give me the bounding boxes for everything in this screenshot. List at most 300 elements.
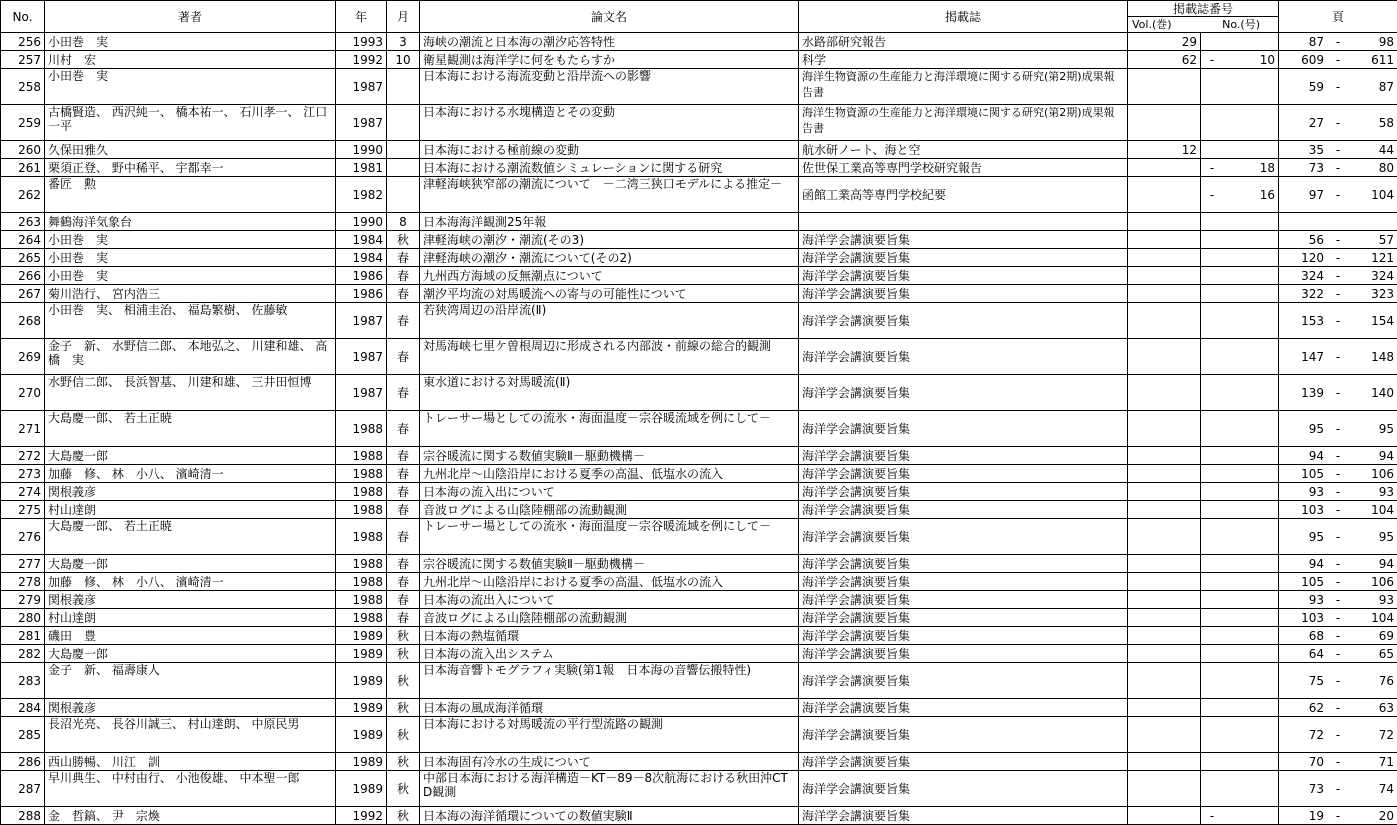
page-start: 139 [1301,385,1325,400]
cell-pages [1279,267,1397,285]
cell-month: 春 [387,303,420,339]
page-dash: - [1335,574,1341,589]
num-value: 16 [1259,187,1276,202]
cell-month: 春 [387,249,420,267]
cell-num [1201,627,1279,645]
cell-title: 衛星観測は海洋学に何をもたらすか [420,51,799,69]
cell-no: 278 [1,573,45,591]
table-row [1,231,1397,249]
page-dash: - [1335,313,1341,328]
cell-month: 春 [387,267,420,285]
cell-vol [1128,231,1201,249]
cell-pages [1279,609,1397,627]
cell-num [1201,555,1279,573]
cell-year: 1988 [336,483,387,501]
cell-vol: 62 [1128,51,1201,69]
cell-vol [1128,501,1201,519]
cell-author: 大島慶一郎、 若土正暁 [45,411,336,447]
cell-title: 日本海における対馬暖流の平行型流路の観測 [420,717,799,753]
cell-journal: 水路部研究報告 [799,33,1128,51]
cell-num [1201,303,1279,339]
cell-no: 273 [1,465,45,483]
cell-pages [1279,447,1397,465]
cell-author: 村山達朗 [45,609,336,627]
cell-year: 1989 [336,699,387,717]
cell-journal: 海洋学会講演要旨集 [799,501,1128,519]
page-dash: - [1335,466,1341,481]
cell-title: 日本海音響トモグラフィ実験(第1報 日本海の音響伝搬特性) [420,663,799,699]
cell-author: 長沼光亮、 長谷川誠三、 村山達朗、 中原民男 [45,717,336,753]
cell-year: 1988 [336,555,387,573]
cell-title: 潮汐平均流の対馬暖流への寄与の可能性について [420,285,799,303]
cell-vol: 12 [1128,141,1201,159]
header-title: 論文名 [420,1,799,33]
cell-title: 九州西方海域の反無潮点について [420,267,799,285]
cell-num [1201,411,1279,447]
cell-journal: 海洋学会講演要旨集 [799,267,1128,285]
cell-pages [1279,483,1397,501]
cell-author: 大島慶一郎 [45,645,336,663]
cell-journal: 海洋学会講演要旨集 [799,339,1128,375]
cell-no: 270 [1,375,45,411]
cell-year: 1989 [336,627,387,645]
cell-month: 春 [387,519,420,555]
page-dash: - [1335,142,1341,157]
cell-year: 1988 [336,573,387,591]
header-issue-group: 掲載誌番号 [1128,1,1279,17]
cell-year: 1989 [336,717,387,753]
cell-author: 久保田雅久 [45,141,336,159]
page-dash: - [1335,187,1341,202]
page-end: 93 [1378,484,1395,499]
cell-no: 260 [1,141,45,159]
cell-pages [1279,519,1397,555]
cell-vol [1128,465,1201,483]
cell-journal: 航水研ノート、海と空 [799,141,1128,159]
cell-pages [1279,249,1397,267]
cell-no: 279 [1,591,45,609]
table-row [1,573,1397,591]
page-end: 154 [1371,313,1395,328]
cell-num [1201,573,1279,591]
page-dash: - [1335,232,1341,247]
cell-journal: 海洋学会講演要旨集 [799,555,1128,573]
cell-num [1201,69,1279,105]
cell-num [1201,177,1279,213]
page-dash: - [1335,484,1341,499]
cell-pages [1279,339,1397,375]
page-end: 87 [1378,79,1395,94]
cell-year: 1990 [336,141,387,159]
cell-author: 小田巻 実 [45,33,336,51]
cell-title: トレーサー場としての流氷・海面温度－宗谷暖流域を例にして－ [420,411,799,447]
cell-no: 266 [1,267,45,285]
cell-num [1201,771,1279,807]
cell-author: 水野信二郎、 長浜智基、 川建和雄、 三井田恒博 [45,375,336,411]
page-start: 103 [1301,502,1325,517]
page-start: 95 [1308,529,1325,544]
cell-journal [799,213,1128,231]
table-row [1,375,1397,411]
cell-pages [1279,627,1397,645]
cell-no: 283 [1,663,45,699]
cell-author: 川村 宏 [45,51,336,69]
cell-vol [1128,483,1201,501]
table-row [1,609,1397,627]
cell-vol [1128,519,1201,555]
cell-vol [1128,663,1201,699]
page-start: 73 [1308,781,1325,796]
page-end: 20 [1378,808,1395,823]
page-start: 153 [1301,313,1325,328]
cell-journal: 佐世保工業高等専門学校研究報告 [799,159,1128,177]
cell-year: 1986 [336,285,387,303]
cell-pages [1279,465,1397,483]
page-end: 80 [1378,160,1395,175]
cell-num [1201,717,1279,753]
cell-journal: 海洋学会講演要旨集 [799,303,1128,339]
cell-pages [1279,411,1397,447]
cell-month: 秋 [387,627,420,645]
cell-year: 1988 [336,501,387,519]
cell-pages [1279,753,1397,771]
num-dash: - [1209,52,1215,67]
cell-num [1201,609,1279,627]
cell-title: 日本海の海洋循環についての数値実験Ⅱ [420,807,799,825]
page-start: 147 [1301,349,1325,364]
page-start: 322 [1301,286,1325,301]
cell-no: 269 [1,339,45,375]
page-end: 98 [1378,34,1395,49]
table-row [1,33,1397,51]
cell-vol [1128,573,1201,591]
cell-author: 大島慶一郎、 若土正暁 [45,519,336,555]
page-start: 64 [1308,646,1325,661]
table-row [1,627,1397,645]
page-start: 93 [1308,592,1325,607]
cell-month: 秋 [387,663,420,699]
page-dash: - [1335,250,1341,265]
cell-no: 287 [1,771,45,807]
page-dash: - [1335,349,1341,364]
page-start: 94 [1308,448,1325,463]
cell-vol [1128,375,1201,411]
table-row [1,177,1397,213]
cell-vol [1128,177,1201,213]
cell-pages [1279,573,1397,591]
table-row [1,807,1397,825]
cell-year: 1988 [336,465,387,483]
page-end: 94 [1378,556,1395,571]
page-dash: - [1335,646,1341,661]
page-dash: - [1335,385,1341,400]
header-journal: 掲載誌 [799,1,1128,33]
cell-month: 8 [387,213,420,231]
page-start: 68 [1308,628,1325,643]
page-end: 106 [1371,574,1395,589]
page-end: 121 [1371,250,1395,265]
cell-journal: 海洋学会講演要旨集 [799,249,1128,267]
cell-vol [1128,69,1201,105]
cell-no: 288 [1,807,45,825]
table-row [1,555,1397,573]
page-end: 95 [1378,529,1395,544]
page-end: 74 [1378,781,1395,796]
page-dash: - [1335,421,1341,436]
cell-pages [1279,213,1397,231]
cell-author: 関根義彦 [45,591,336,609]
cell-month: 春 [387,411,420,447]
page-dash: - [1335,808,1341,823]
cell-year: 1988 [336,519,387,555]
cell-no: 259 [1,105,45,141]
cell-year: 1988 [336,411,387,447]
page-start: 609 [1301,52,1325,67]
cell-pages [1279,105,1397,141]
cell-journal: 科学 [799,51,1128,69]
header-year: 年 [336,1,387,33]
cell-no: 271 [1,411,45,447]
cell-month: 春 [387,285,420,303]
cell-num [1201,699,1279,717]
cell-journal: 海洋学会講演要旨集 [799,483,1128,501]
cell-author: 栗須正登、 野中稀平、 宇都幸一 [45,159,336,177]
page-end: 323 [1371,286,1395,301]
cell-month: 春 [387,555,420,573]
cell-no: 267 [1,285,45,303]
page-start: 105 [1301,574,1325,589]
page-dash: - [1335,700,1341,715]
cell-num [1201,447,1279,465]
cell-journal: 海洋学会講演要旨集 [799,375,1128,411]
cell-no: 281 [1,627,45,645]
cell-year: 1989 [336,663,387,699]
cell-title: 日本海海洋観測25年報 [420,213,799,231]
header-pages: 頁 [1279,1,1397,33]
cell-title: 音波ログによる山陰陸棚部の流動観測 [420,609,799,627]
cell-num [1201,105,1279,141]
page-end: 76 [1378,673,1395,688]
cell-journal: 海洋生物資源の生産能力と海洋環境に関する研究(第2期)成果報告書 [799,105,1128,141]
cell-year: 1986 [336,267,387,285]
cell-num [1201,141,1279,159]
cell-title: 日本海固有冷水の生成について [420,753,799,771]
cell-month: 秋 [387,699,420,717]
header-vol: Vol.(巻) [1132,17,1172,31]
page-start: 72 [1308,727,1325,742]
cell-no: 263 [1,213,45,231]
cell-num [1201,159,1279,177]
cell-num [1201,375,1279,411]
table-row [1,717,1397,753]
page-dash: - [1335,754,1341,769]
cell-journal: 海洋学会講演要旨集 [799,663,1128,699]
cell-no: 261 [1,159,45,177]
page-dash: - [1335,673,1341,688]
page-end: 58 [1378,115,1395,130]
cell-vol [1128,285,1201,303]
cell-month: 秋 [387,717,420,753]
page-dash: - [1335,160,1341,175]
header-month: 月 [387,1,420,33]
page-start: 75 [1308,673,1325,688]
cell-year: 1987 [336,303,387,339]
cell-vol [1128,213,1201,231]
cell-no: 280 [1,609,45,627]
cell-pages [1279,159,1397,177]
cell-num [1201,267,1279,285]
cell-author: 番匠 勲 [45,177,336,213]
cell-month: 秋 [387,807,420,825]
cell-vol [1128,591,1201,609]
cell-num [1201,33,1279,51]
cell-journal: 函館工業高等専門学校紀要 [799,177,1128,213]
cell-title: 津軽海峡の潮汐・潮流について(その2) [420,249,799,267]
page-dash: - [1335,448,1341,463]
cell-no: 268 [1,303,45,339]
page-start: 94 [1308,556,1325,571]
cell-author: 磯田 豊 [45,627,336,645]
cell-vol [1128,627,1201,645]
table-row [1,159,1397,177]
table-row [1,501,1397,519]
cell-month: 秋 [387,231,420,249]
cell-year: 1989 [336,753,387,771]
cell-vol [1128,411,1201,447]
table-row [1,267,1397,285]
cell-month: 秋 [387,771,420,807]
page-end: 57 [1378,232,1395,247]
cell-no: 257 [1,51,45,69]
cell-no: 277 [1,555,45,573]
cell-author: 小田巻 実、 相浦圭治、 福島繁樹、 佐藤敏 [45,303,336,339]
cell-vol [1128,249,1201,267]
cell-journal: 海洋学会講演要旨集 [799,411,1128,447]
page-end: 95 [1378,421,1395,436]
cell-author: 大島慶一郎 [45,555,336,573]
cell-pages [1279,591,1397,609]
num-dash: - [1209,808,1215,823]
cell-year: 1987 [336,375,387,411]
num-dash: - [1209,160,1215,175]
cell-month: 春 [387,483,420,501]
cell-vol [1128,807,1201,825]
table-row [1,771,1397,807]
header-author: 著者 [45,1,336,33]
table-row [1,69,1397,105]
page-start: 97 [1308,187,1325,202]
cell-no: 262 [1,177,45,213]
cell-title: 東水道における対馬暖流(Ⅱ) [420,375,799,411]
cell-journal: 海洋学会講演要旨集 [799,771,1128,807]
cell-title: 津軽海峡の潮汐・潮流(その3) [420,231,799,249]
cell-title: 日本海の流入出について [420,483,799,501]
header-num: No.(号) [1222,17,1261,31]
cell-author: 金子 新、 水野信二郎、 本地弘之、 川建和雄、 高橋 実 [45,339,336,375]
cell-month: 秋 [387,645,420,663]
page-start: 324 [1301,268,1325,283]
page-end: 104 [1371,187,1395,202]
table-row [1,303,1397,339]
page-dash: - [1335,268,1341,283]
table-row [1,465,1397,483]
cell-no: 258 [1,69,45,105]
cell-num [1201,807,1279,825]
cell-title: 日本海の熱塩循環 [420,627,799,645]
cell-vol [1128,555,1201,573]
page-dash: - [1335,286,1341,301]
cell-title: 音波ログによる山陰陸棚部の流動観測 [420,501,799,519]
cell-journal: 海洋学会講演要旨集 [799,447,1128,465]
page-end: 104 [1371,610,1395,625]
cell-title: 日本海の流入出システム [420,645,799,663]
cell-year: 1988 [336,609,387,627]
cell-author: 金 哲鎬、 尹 宗煥 [45,807,336,825]
cell-pages [1279,717,1397,753]
cell-journal: 海洋学会講演要旨集 [799,699,1128,717]
cell-year: 1982 [336,177,387,213]
page-dash: - [1335,529,1341,544]
cell-pages [1279,645,1397,663]
cell-year: 1984 [336,249,387,267]
cell-month: 春 [387,501,420,519]
page-end: 104 [1371,502,1395,517]
table-row [1,483,1397,501]
cell-month: 春 [387,573,420,591]
table-row [1,339,1397,375]
cell-vol [1128,339,1201,375]
cell-author: 大島慶一郎 [45,447,336,465]
cell-num [1201,663,1279,699]
cell-year: 1992 [336,51,387,69]
cell-title: 日本海における海流変動と沿岸流への影響 [420,69,799,105]
cell-author: 加藤 修、 林 小八、 濱崎清一 [45,465,336,483]
num-value: 10 [1259,52,1276,67]
page-end: 106 [1371,466,1395,481]
table-row [1,519,1397,555]
cell-no: 285 [1,717,45,753]
cell-year: 1984 [336,231,387,249]
cell-title: 対馬海峡七里ケ曽根周辺に形成される内部波・前線の総合的観測 [420,339,799,375]
cell-month [387,105,420,141]
table-row [1,447,1397,465]
cell-title: 日本海における水塊構造とその変動 [420,105,799,141]
page-start: 120 [1301,250,1325,265]
cell-month: 春 [387,375,420,411]
page-end: 63 [1378,700,1395,715]
table-row [1,213,1397,231]
cell-month [387,159,420,177]
cell-month: 秋 [387,753,420,771]
page-start: 35 [1308,142,1325,157]
cell-vol [1128,771,1201,807]
cell-year: 1992 [336,807,387,825]
page-end: 93 [1378,592,1395,607]
cell-year: 1989 [336,771,387,807]
cell-title: 日本海の流出入について [420,591,799,609]
cell-year: 1981 [336,159,387,177]
cell-author: 早川典生、 中村由行、 小池俊雄、 中本聖一郎 [45,771,336,807]
cell-vol [1128,105,1201,141]
cell-journal: 海洋学会講演要旨集 [799,807,1128,825]
cell-num [1201,51,1279,69]
page-start: 70 [1308,754,1325,769]
page-dash: - [1335,727,1341,742]
cell-year: 1987 [336,69,387,105]
cell-vol [1128,267,1201,285]
cell-pages [1279,51,1397,69]
header-issue-sub [1128,17,1279,33]
